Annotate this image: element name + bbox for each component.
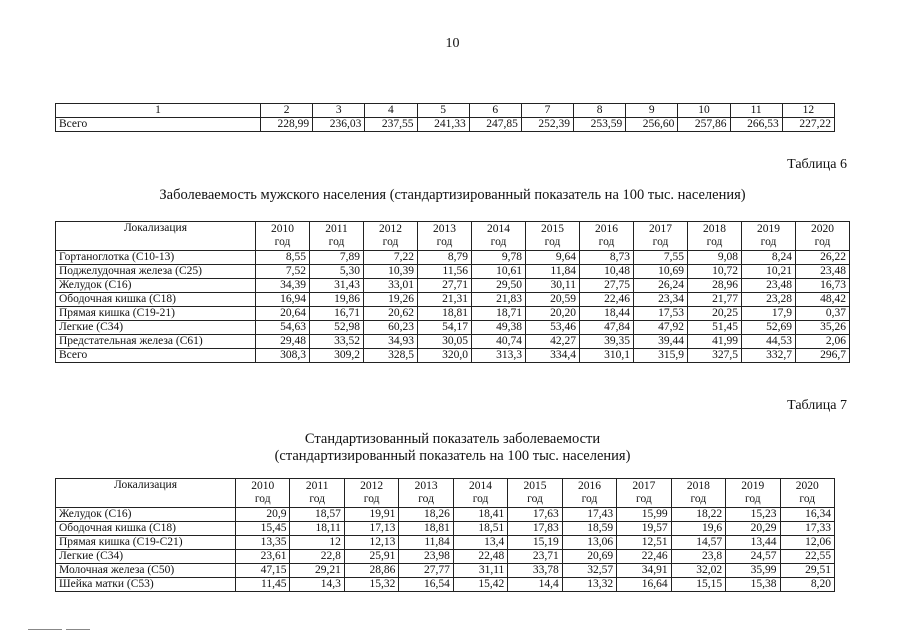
table-cell: 10,69 xyxy=(634,265,688,279)
row-label: Прямая кишка (С19-С21) xyxy=(56,536,236,550)
column-header-year xyxy=(472,222,526,251)
table-cell: 17,33 xyxy=(780,522,834,536)
year-value: 2014 xyxy=(487,223,510,235)
table-cell: 10,48 xyxy=(580,265,634,279)
table-cell: 39,44 xyxy=(634,335,688,349)
table-cell: 13,32 xyxy=(562,578,616,592)
table-cell: 44,53 xyxy=(742,335,796,349)
table-cell: 332,7 xyxy=(742,349,796,363)
year-value: 2016 xyxy=(595,223,618,235)
table-cell: 30,05 xyxy=(418,335,472,349)
column-header-year xyxy=(580,222,634,251)
column-header-year xyxy=(508,479,562,508)
table-cell: 29,21 xyxy=(290,564,344,578)
table-cell: 19,86 xyxy=(310,293,364,307)
row-label: Легкие (С34) xyxy=(56,550,236,564)
row-label: Всего xyxy=(56,118,261,132)
table-cell: 49,38 xyxy=(472,321,526,335)
column-header-year xyxy=(726,479,780,508)
table-row xyxy=(56,522,835,536)
table-cell: 266,53 xyxy=(730,118,782,132)
table-cell: 2,06 xyxy=(796,335,850,349)
table-cell: 15,38 xyxy=(726,578,780,592)
year-value: 2020 xyxy=(795,480,819,492)
table-cell: 26,24 xyxy=(634,279,688,293)
table-cell: 21,83 xyxy=(472,293,526,307)
footnote-divider xyxy=(28,629,62,630)
table-cell: 7,55 xyxy=(634,251,688,265)
column-number: 10 xyxy=(678,104,730,118)
year-unit: год xyxy=(490,236,507,248)
table6-caption: Заболеваемость мужского населения (стандартизированный показатель на 100 тыс. населения) xyxy=(159,187,746,203)
table-cell: 22,46 xyxy=(580,293,634,307)
column-number: 4 xyxy=(365,104,417,118)
table-cell: 35,99 xyxy=(726,564,780,578)
column-number: 5 xyxy=(417,104,469,118)
year-value: 2012 xyxy=(379,223,402,235)
table-cell: 17,83 xyxy=(508,522,562,536)
table-cell: 9,08 xyxy=(688,251,742,265)
table-cell: 39,35 xyxy=(580,335,634,349)
table-cell: 54,17 xyxy=(418,321,472,335)
table-cell: 13,35 xyxy=(236,536,290,550)
table-cell: 52,69 xyxy=(742,321,796,335)
year-unit: год xyxy=(706,236,723,248)
column-header-year xyxy=(236,479,290,508)
table-cell: 18,51 xyxy=(453,522,507,536)
table-cell: 33,78 xyxy=(508,564,562,578)
table-cell: 11,84 xyxy=(526,265,580,279)
table7-label: Таблица 7 xyxy=(787,398,847,413)
table-cell: 19,6 xyxy=(671,522,725,536)
table-row xyxy=(56,251,850,265)
table-cell: 17,13 xyxy=(344,522,398,536)
column-header-year xyxy=(562,479,616,508)
table-cell: 310,1 xyxy=(580,349,634,363)
table-row xyxy=(56,307,850,321)
column-header-year xyxy=(688,222,742,251)
column-number: 1 xyxy=(56,104,261,118)
table-cell: 7,89 xyxy=(310,251,364,265)
year-value: 2011 xyxy=(305,480,329,492)
table-cell: 18,59 xyxy=(562,522,616,536)
table-cell: 23,61 xyxy=(236,550,290,564)
table-cell: 7,52 xyxy=(256,265,310,279)
year-value: 2010 xyxy=(271,223,294,235)
table-cell: 31,43 xyxy=(310,279,364,293)
year-unit: год xyxy=(254,493,271,505)
year-value: 2013 xyxy=(433,223,456,235)
table-cell: 18,81 xyxy=(399,522,453,536)
table-cell: 42,27 xyxy=(526,335,580,349)
year-unit: год xyxy=(760,236,777,248)
table7-caption-line1: Стандартизованный показатель заболеваемости xyxy=(304,431,601,447)
table-cell: 16,73 xyxy=(796,279,850,293)
table-cell: 308,3 xyxy=(256,349,310,363)
table-cell: 48,42 xyxy=(796,293,850,307)
row-label: Молочная железа (С50) xyxy=(56,564,236,578)
table-cell: 18,81 xyxy=(418,307,472,321)
year-unit: год xyxy=(363,493,380,505)
table-cell: 20,29 xyxy=(726,522,780,536)
year-value: 2011 xyxy=(325,223,348,235)
year-unit: год xyxy=(544,236,561,248)
table-row xyxy=(56,321,850,335)
page-number: 10 xyxy=(445,36,460,51)
table-cell: 22,8 xyxy=(290,550,344,564)
column-header-year xyxy=(290,479,344,508)
column-header-year xyxy=(364,222,418,251)
table-row xyxy=(56,508,835,522)
table-cell: 20,59 xyxy=(526,293,580,307)
table-cell: 22,46 xyxy=(617,550,671,564)
table-cell: 313,3 xyxy=(472,349,526,363)
table-cell: 22,55 xyxy=(780,550,834,564)
header-row xyxy=(56,479,835,508)
table-cell: 33,52 xyxy=(310,335,364,349)
table-cell: 12,06 xyxy=(780,536,834,550)
table-cell: 309,2 xyxy=(310,349,364,363)
column-header-year xyxy=(617,479,671,508)
column-header-year xyxy=(453,479,507,508)
year-value: 2019 xyxy=(757,223,780,235)
table-cell: 47,92 xyxy=(634,321,688,335)
column-header-year xyxy=(526,222,580,251)
table6-label: Таблица 6 xyxy=(787,157,847,172)
year-unit: год xyxy=(744,493,761,505)
table-cell: 21,77 xyxy=(688,293,742,307)
table-cell: 334,4 xyxy=(526,349,580,363)
table-cell: 22,48 xyxy=(453,550,507,564)
column-header-year xyxy=(310,222,364,251)
table-row xyxy=(56,293,850,307)
table-cell: 12,13 xyxy=(344,536,398,550)
table-cell: 328,5 xyxy=(364,349,418,363)
year-unit: год xyxy=(690,493,707,505)
table-cell: 29,48 xyxy=(256,335,310,349)
table-cell: 25,91 xyxy=(344,550,398,564)
table-cell: 237,55 xyxy=(365,118,417,132)
table-cell: 20,9 xyxy=(236,508,290,522)
table-cell: 53,46 xyxy=(526,321,580,335)
table-cell: 14,57 xyxy=(671,536,725,550)
year-value: 2018 xyxy=(703,223,726,235)
year-unit: год xyxy=(799,493,816,505)
table7-caption-line2: (стандартизированный показатель на 100 тыс. населения) xyxy=(274,448,631,464)
table-cell: 15,23 xyxy=(726,508,780,522)
table-cell: 257,86 xyxy=(678,118,730,132)
table-cell: 54,63 xyxy=(256,321,310,335)
table-cell: 18,26 xyxy=(399,508,453,522)
row-label: Шейка матки (С53) xyxy=(56,578,236,592)
year-value: 2017 xyxy=(632,480,656,492)
column-header-year xyxy=(418,222,472,251)
table-cell: 13,4 xyxy=(453,536,507,550)
table-cell: 11,56 xyxy=(418,265,472,279)
table-cell: 15,42 xyxy=(453,578,507,592)
footnote-divider xyxy=(66,629,90,630)
year-unit: год xyxy=(636,493,652,505)
table-cell: 236,03 xyxy=(313,118,365,132)
table-cell: 31,11 xyxy=(453,564,507,578)
continuation-header-row xyxy=(56,104,835,118)
table-cell: 21,31 xyxy=(418,293,472,307)
year-value: 2014 xyxy=(469,480,493,492)
column-number: 3 xyxy=(313,104,365,118)
column-header-year xyxy=(780,479,834,508)
table-cell: 26,22 xyxy=(796,251,850,265)
column-header-localization: Локализация xyxy=(56,479,236,508)
table-cell: 28,96 xyxy=(688,279,742,293)
table-cell: 9,64 xyxy=(526,251,580,265)
table-cell: 14,3 xyxy=(290,578,344,592)
table-cell: 30,11 xyxy=(526,279,580,293)
row-label: Поджелудочная железа (С25) xyxy=(56,265,256,279)
table-cell: 18,57 xyxy=(290,508,344,522)
column-header-year xyxy=(742,222,796,251)
year-unit: год xyxy=(472,493,489,505)
table-cell: 227,22 xyxy=(782,118,834,132)
year-unit: год xyxy=(436,236,453,248)
table-cell: 33,01 xyxy=(364,279,418,293)
table-cell: 256,60 xyxy=(626,118,678,132)
table-cell: 17,43 xyxy=(562,508,616,522)
table-cell: 315,9 xyxy=(634,349,688,363)
table-cell: 0,37 xyxy=(796,307,850,321)
row-label: Гортаноглотка (С10-13) xyxy=(56,251,256,265)
table-cell: 32,57 xyxy=(562,564,616,578)
table-cell: 19,57 xyxy=(617,522,671,536)
table-row xyxy=(56,578,835,592)
continuation-table xyxy=(55,103,835,132)
table-cell: 18,41 xyxy=(453,508,507,522)
table-cell: 17,9 xyxy=(742,307,796,321)
year-value: 2010 xyxy=(251,480,275,492)
year-value: 2020 xyxy=(811,223,834,235)
year-unit: год xyxy=(598,236,615,248)
table-cell: 47,84 xyxy=(580,321,634,335)
row-label: Желудок (С16) xyxy=(56,508,236,522)
row-label: Ободочная кишка (С18) xyxy=(56,293,256,307)
column-header-localization: Локализация xyxy=(56,222,256,251)
table-cell: 20,25 xyxy=(688,307,742,321)
table7 xyxy=(55,478,835,592)
table-cell: 60,23 xyxy=(364,321,418,335)
year-value: 2017 xyxy=(649,223,672,235)
table-cell: 16,71 xyxy=(310,307,364,321)
row-label: Ободочная кишка (С18) xyxy=(56,522,236,536)
table-cell: 40,74 xyxy=(472,335,526,349)
table-cell: 8,20 xyxy=(780,578,834,592)
table-cell: 23,98 xyxy=(399,550,453,564)
year-unit: год xyxy=(274,236,291,248)
row-label: Прямая кишка (С19-21) xyxy=(56,307,256,321)
column-number: 6 xyxy=(469,104,521,118)
year-value: 2016 xyxy=(577,480,601,492)
table-cell: 8,79 xyxy=(418,251,472,265)
table-cell: 34,39 xyxy=(256,279,310,293)
table-cell: 5,30 xyxy=(310,265,364,279)
row-label: Предстательная железа (С61) xyxy=(56,335,256,349)
table-cell: 20,62 xyxy=(364,307,418,321)
table-cell: 23,34 xyxy=(634,293,688,307)
table-cell: 27,75 xyxy=(580,279,634,293)
table-cell: 23,28 xyxy=(742,293,796,307)
table-row xyxy=(56,550,835,564)
table-cell: 17,53 xyxy=(634,307,688,321)
table6 xyxy=(55,221,850,363)
table-cell: 35,26 xyxy=(796,321,850,335)
table-cell: 23,48 xyxy=(742,279,796,293)
table-row xyxy=(56,564,835,578)
row-label: Всего xyxy=(56,349,256,363)
table-cell: 11,84 xyxy=(399,536,453,550)
table-row xyxy=(56,279,850,293)
column-header-year xyxy=(796,222,850,251)
table-cell: 24,57 xyxy=(726,550,780,564)
year-value: 2018 xyxy=(686,480,710,492)
year-unit: год xyxy=(814,236,831,248)
table-cell: 17,63 xyxy=(508,508,562,522)
table-cell: 52,98 xyxy=(310,321,364,335)
table-cell: 14,4 xyxy=(508,578,562,592)
table-cell: 253,59 xyxy=(574,118,626,132)
column-number: 12 xyxy=(782,104,834,118)
continuation-total-row xyxy=(56,118,835,132)
table-cell: 23,8 xyxy=(671,550,725,564)
column-number: 7 xyxy=(521,104,573,118)
table-cell: 23,48 xyxy=(796,265,850,279)
column-number: 11 xyxy=(730,104,782,118)
year-unit: год xyxy=(309,493,326,505)
table-cell: 8,24 xyxy=(742,251,796,265)
year-value: 2013 xyxy=(414,480,438,492)
table-row xyxy=(56,349,850,363)
table-cell: 327,5 xyxy=(688,349,742,363)
table-cell: 28,86 xyxy=(344,564,398,578)
year-value: 2015 xyxy=(541,223,564,235)
table-cell: 15,32 xyxy=(344,578,398,592)
table-cell: 19,91 xyxy=(344,508,398,522)
table-row xyxy=(56,536,835,550)
column-number: 2 xyxy=(261,104,313,118)
table-cell: 41,99 xyxy=(688,335,742,349)
year-value: 2012 xyxy=(360,480,384,492)
table-row xyxy=(56,335,850,349)
table-cell: 10,39 xyxy=(364,265,418,279)
table-cell: 15,99 xyxy=(617,508,671,522)
table-cell: 34,91 xyxy=(617,564,671,578)
table-row xyxy=(56,265,850,279)
year-value: 2015 xyxy=(523,480,547,492)
year-unit: год xyxy=(652,236,669,248)
table-cell: 27,71 xyxy=(418,279,472,293)
column-header-year xyxy=(634,222,688,251)
year-unit: год xyxy=(527,493,543,505)
table-cell: 20,20 xyxy=(526,307,580,321)
table-cell: 18,22 xyxy=(671,508,725,522)
table-cell: 10,21 xyxy=(742,265,796,279)
column-number: 8 xyxy=(574,104,626,118)
table-cell: 13,06 xyxy=(562,536,616,550)
table-cell: 20,64 xyxy=(256,307,310,321)
column-header-year xyxy=(256,222,310,251)
table-cell: 47,15 xyxy=(236,564,290,578)
row-label: Желудок (С16) xyxy=(56,279,256,293)
table-cell: 9,78 xyxy=(472,251,526,265)
table-cell: 228,99 xyxy=(261,118,313,132)
table-cell: 7,22 xyxy=(364,251,418,265)
table-cell: 18,71 xyxy=(472,307,526,321)
column-header-year xyxy=(671,479,725,508)
year-unit: год xyxy=(382,236,399,248)
table-cell: 20,69 xyxy=(562,550,616,564)
table-cell: 19,26 xyxy=(364,293,418,307)
table-cell: 247,85 xyxy=(469,118,521,132)
table-cell: 296,7 xyxy=(796,349,850,363)
table-cell: 23,71 xyxy=(508,550,562,564)
table-cell: 8,55 xyxy=(256,251,310,265)
table-cell: 18,11 xyxy=(290,522,344,536)
table-cell: 34,93 xyxy=(364,335,418,349)
table-cell: 10,72 xyxy=(688,265,742,279)
table-cell: 16,64 xyxy=(617,578,671,592)
table-cell: 51,45 xyxy=(688,321,742,335)
table-cell: 11,45 xyxy=(236,578,290,592)
table-cell: 29,51 xyxy=(780,564,834,578)
header-row xyxy=(56,222,850,251)
table-cell: 32,02 xyxy=(671,564,725,578)
table-cell: 13,44 xyxy=(726,536,780,550)
row-label: Легкие (С34) xyxy=(56,321,256,335)
year-unit: год xyxy=(581,493,598,505)
year-unit: год xyxy=(328,236,345,248)
year-value: 2019 xyxy=(741,480,765,492)
table-cell: 10,61 xyxy=(472,265,526,279)
table-cell: 27,77 xyxy=(399,564,453,578)
table-cell: 12 xyxy=(290,536,344,550)
year-unit: год xyxy=(418,493,434,505)
column-number: 9 xyxy=(626,104,678,118)
table-cell: 241,33 xyxy=(417,118,469,132)
table-cell: 15,19 xyxy=(508,536,562,550)
table-cell: 18,44 xyxy=(580,307,634,321)
table-cell: 16,34 xyxy=(780,508,834,522)
table-cell: 252,39 xyxy=(521,118,573,132)
table-cell: 15,15 xyxy=(671,578,725,592)
table-cell: 320,0 xyxy=(418,349,472,363)
column-header-year xyxy=(399,479,453,508)
table-cell: 29,50 xyxy=(472,279,526,293)
table-cell: 8,73 xyxy=(580,251,634,265)
table-cell: 12,51 xyxy=(617,536,671,550)
column-header-year xyxy=(344,479,398,508)
table-cell: 15,45 xyxy=(236,522,290,536)
table-cell: 16,94 xyxy=(256,293,310,307)
table-cell: 16,54 xyxy=(399,578,453,592)
